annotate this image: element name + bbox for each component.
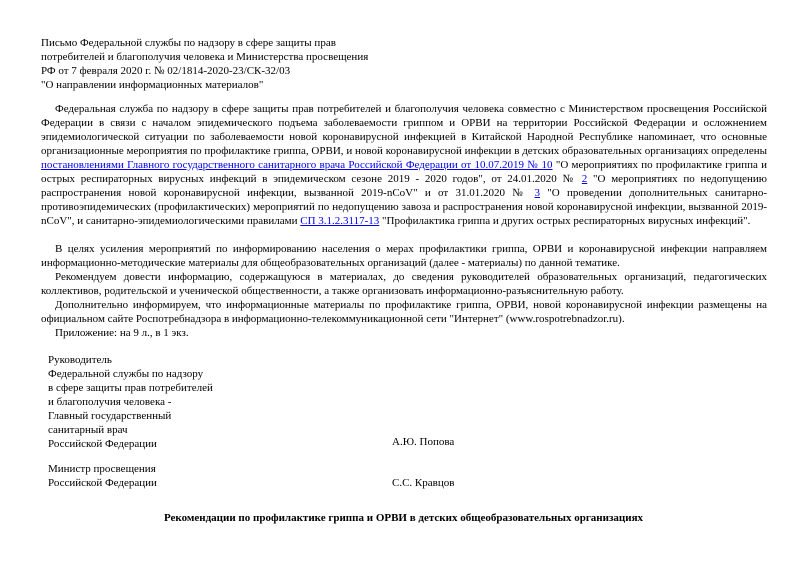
signature-block-rospotrebnadzor: [48, 353, 218, 451]
sanitary-rules-link[interactable]: СП 3.1.2.3117-13: [300, 215, 380, 227]
signature-line: Федеральной службы по надзору: [48, 368, 204, 380]
header-line: Письмо Федеральной службы по надзору в сфере защиты прав: [41, 37, 336, 49]
resolution-3-link[interactable]: 3: [534, 187, 540, 199]
document-body: [41, 102, 767, 340]
signature-line: Руководитель: [48, 354, 112, 366]
signatory-name-popova: А.Ю. Попова: [392, 436, 455, 448]
resolution-link[interactable]: постановлениями Главного государственного санитарного врача Российской Федерации от 10.07.2019 № 10: [41, 159, 553, 171]
document-header: [41, 36, 401, 92]
paragraph-main: [41, 102, 767, 242]
header-line: потребителей и благополучия человека и Министерства просвещения: [41, 51, 369, 63]
signature-line: Российской Федерации: [48, 438, 157, 450]
signatory-name-kravtsov: С.С. Кравцов: [392, 477, 455, 489]
paragraph-text: "О мероприятиях по недопущению распространения новой коронавирусной инфекции, вызванной 2019-nCoV" и от 31.01.2020 №: [41, 173, 767, 199]
recommendations-title: Рекомендации по профилактике гриппа и ОРВИ в детских общеобразовательных организациях: [163, 512, 644, 524]
header-line: "О направлении информационных материалов": [41, 79, 264, 91]
signature-line: и благополучия человека -: [48, 396, 172, 408]
paragraph-text: "О мероприятиях по профилактике гриппа и острых респираторных вирусных инфекций в эпидемическом сезоне 2019 - 2020 годов", от 24.01.2020 №: [41, 159, 767, 185]
paragraph-materials: В целях усиления мероприятий по информированию населения о мерах профилактики гриппа, ОРВИ и коронавирусной инфекции направляем информационно-методические материалы для общеобразовательных организаций (далее - материалы) по данной тематике.: [41, 243, 767, 269]
header-line: РФ от 7 февраля 2020 г. № 02/1814-2020-23/СК-32/03: [41, 65, 291, 77]
paragraph-attachment: Приложение: на 9 л., в 1 экз.: [55, 327, 189, 339]
paragraph-text: "О проведении дополнительных санитарно-противоэпидемических (профилактических) мероприятий по недопущению завоза и распространения новой коронавирусной инфекции, вызванной 2019-nCoV", и санитарно-эпидемиологическими правилами: [41, 187, 767, 227]
paragraph-text: Федеральная служба по надзору в сфере защиты прав потребителей и благополучия человека совместно с Министерством просвещения Российской Федерации в связи с началом эпидемического подъема заболеваемости гриппом и ОРВИ на территории Российской Федерации и осложнением эпидемиологической ситуации по заболеваемости новой коронавирусной инфекцией в Китайской Народной Республике напоминает, что основные организационные мероприятия по профилактике гриппа, ОРВИ, и новой коронавирусной инфекции в детских образовательных организациях определены: [41, 103, 767, 157]
signature-line: Российской Федерации: [48, 477, 157, 489]
signature-line: Главный государственный: [48, 410, 172, 422]
paragraph-additional-info: Дополнительно информируем, что информационные материалы по профилактике гриппа, ОРВИ, новой коронавирусной инфекции размещены на официальном сайте Роспотребнадзора в информационно-телекоммуникационной сети "Интернет" (www.rospotrebnadzor.ru).: [41, 299, 767, 325]
signature-line: в сфере защиты прав потребителей: [48, 382, 213, 394]
paragraph-recommendation: Рекомендуем довести информацию, содержащуюся в материалах, до сведения руководителей образовательных организаций, педагогических коллективов, родительской и ученической общественности, а также организовать информационно-разъяснительную работу.: [41, 271, 767, 297]
signature-line: санитарный врач: [48, 424, 128, 436]
signature-block-minister: [48, 462, 218, 490]
paragraph-text: "Профилактика гриппа и других острых респираторных вирусных инфекций".: [379, 215, 751, 227]
resolution-2-link[interactable]: 2: [581, 173, 588, 185]
signature-line: Министр просвещения: [48, 463, 156, 475]
